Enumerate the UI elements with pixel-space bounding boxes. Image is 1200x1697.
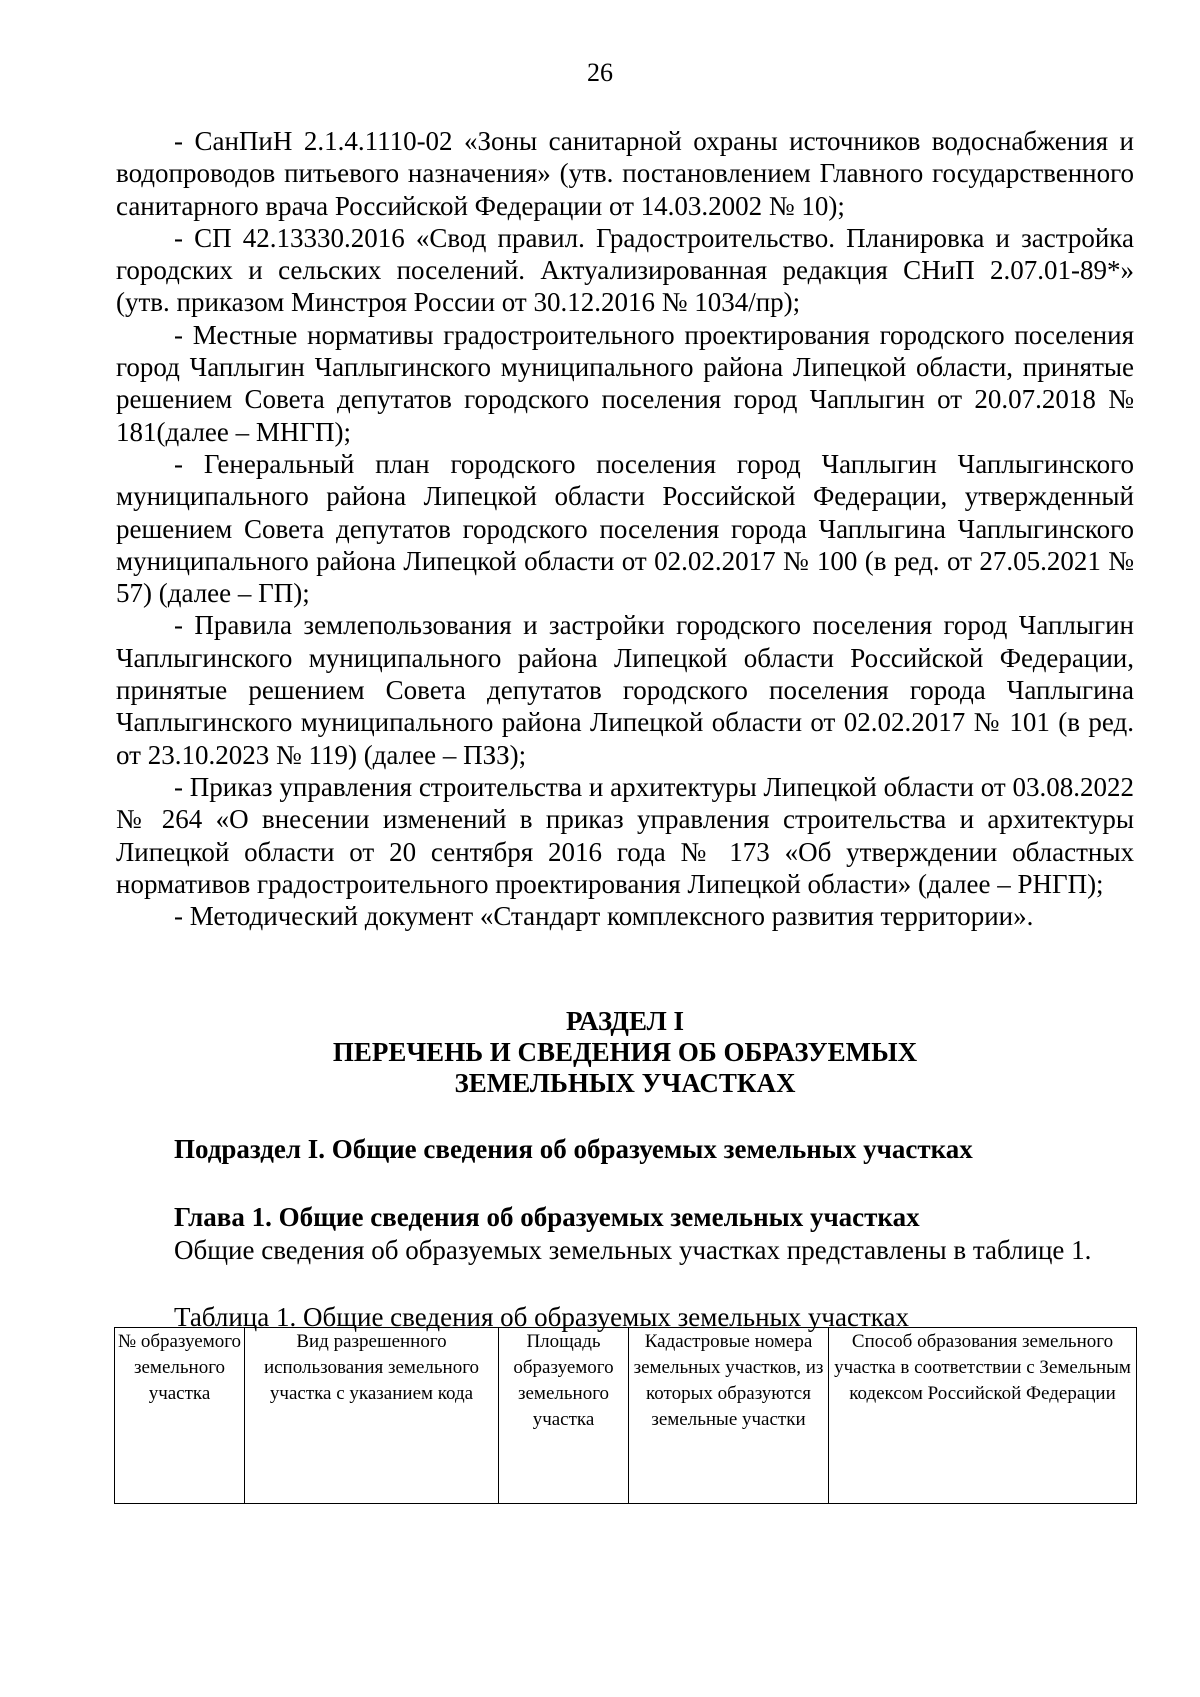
chapter-paragraph: Общие сведения об образуемых земельных участках представлены в таблице 1. [174, 1235, 1092, 1265]
column-header-plot-number: № образуемого земельного участка [115, 1328, 245, 1504]
table-header-row [115, 1328, 1137, 1504]
section-title-line-3: ЗЕМЕЛЬНЫХ УЧАСТКАХ [454, 1068, 796, 1098]
column-header-area: Площадь образуемого земельного участка [499, 1328, 629, 1504]
land-plots-table [114, 1327, 1137, 1504]
page-number: 26 [587, 58, 613, 87]
list-item-mngp: - Местные нормативы градостроительного проектирования городского поселения город Чаплыгин Чаплыгинского муниципального района Липецкой области, принятые решением Совета депутатов городского поселения город Чаплыгин от 20.07.2018 № 181(далее – МНГП); [116, 319, 1134, 447]
column-header-formation-method: Способ образования земельного участка в соответствии с Земельным кодексом Российской Федерации [829, 1328, 1137, 1504]
list-item-sanpin: - СанПиН 2.1.4.1110-02 «Зоны санитарной охраны источников водоснабжения и водопроводов питьевого назначения» (утв. постановлением Главного государственного санитарного врача Российской Федерации от 14.03.2002 № 10); [116, 126, 1134, 221]
list-item-gp: - Генеральный план городского поселения город Чаплыгин Чаплыгинского муниципального района Липецкой области Российской Федерации, утвержденный решением Совета депутатов городского поселения города Чаплыгина Чаплыгинского муниципального района Липецкой области от 02.02.2017 № 100 (в ред. от 27.05.2021 № 57) (далее – ГП); [116, 448, 1134, 609]
normative-documents-list [116, 125, 1134, 932]
table-caption: Таблица 1. Общие сведения об образуемых земельных участках [174, 1302, 909, 1332]
section-heading [116, 1006, 1134, 1099]
list-item-rngp: - Приказ управления строительства и архитектуры Липецкой области от 03.08.2022 № 264 «О внесении изменений в приказ управления строительства и архитектуры Липецкой области от 20 сентября 2016 года № 173 «Об утверждении областных нормативов градостроительного проектирования Липецкой области» (далее – РНГП); [116, 771, 1134, 899]
list-item-standard: - Методический документ «Стандарт комплексного развития территории». [174, 901, 1034, 932]
column-header-permitted-use: Вид разрешенного использования земельного участка с указанием кода [245, 1328, 499, 1504]
section-title-line-1: РАЗДЕЛ I [565, 1006, 685, 1036]
list-item-pzz: - Правила землепользования и застройки городского поселения город Чаплыгин Чаплыгинского муниципального района Липецкой области Российской Федерации, принятые решением Совета депутатов городского поселения города Чаплыгина Чаплыгинского муниципального района Липецкой области от 02.02.2017 № 101 (в ред. от 23.10.2023 № 119) (далее – ПЗЗ); [116, 610, 1134, 770]
chapter-text [116, 1234, 1134, 1267]
subsection-heading: Подраздел I. Общие сведения об образуемых земельных участках [174, 1134, 973, 1164]
section-title-line-2: ПЕРЕЧЕНЬ И СВЕДЕНИЯ ОБ ОБРАЗУЕМЫХ [332, 1037, 918, 1067]
list-item-sp: - СП 42.13330.2016 «Свод правил. Градостроительство. Планировка и застройка городских и сельских поселений. Актуализированная редакция СНиП 2.07.01-89*» (утв. приказом Минстроя России от 30.12.2016 № 1034/пр); [116, 222, 1134, 318]
chapter-heading: Глава 1. Общие сведения об образуемых земельных участках [174, 1202, 920, 1232]
column-header-cadastral-numbers: Кадастровые номера земельных участков, из которых образуются земельные участки [629, 1328, 829, 1504]
